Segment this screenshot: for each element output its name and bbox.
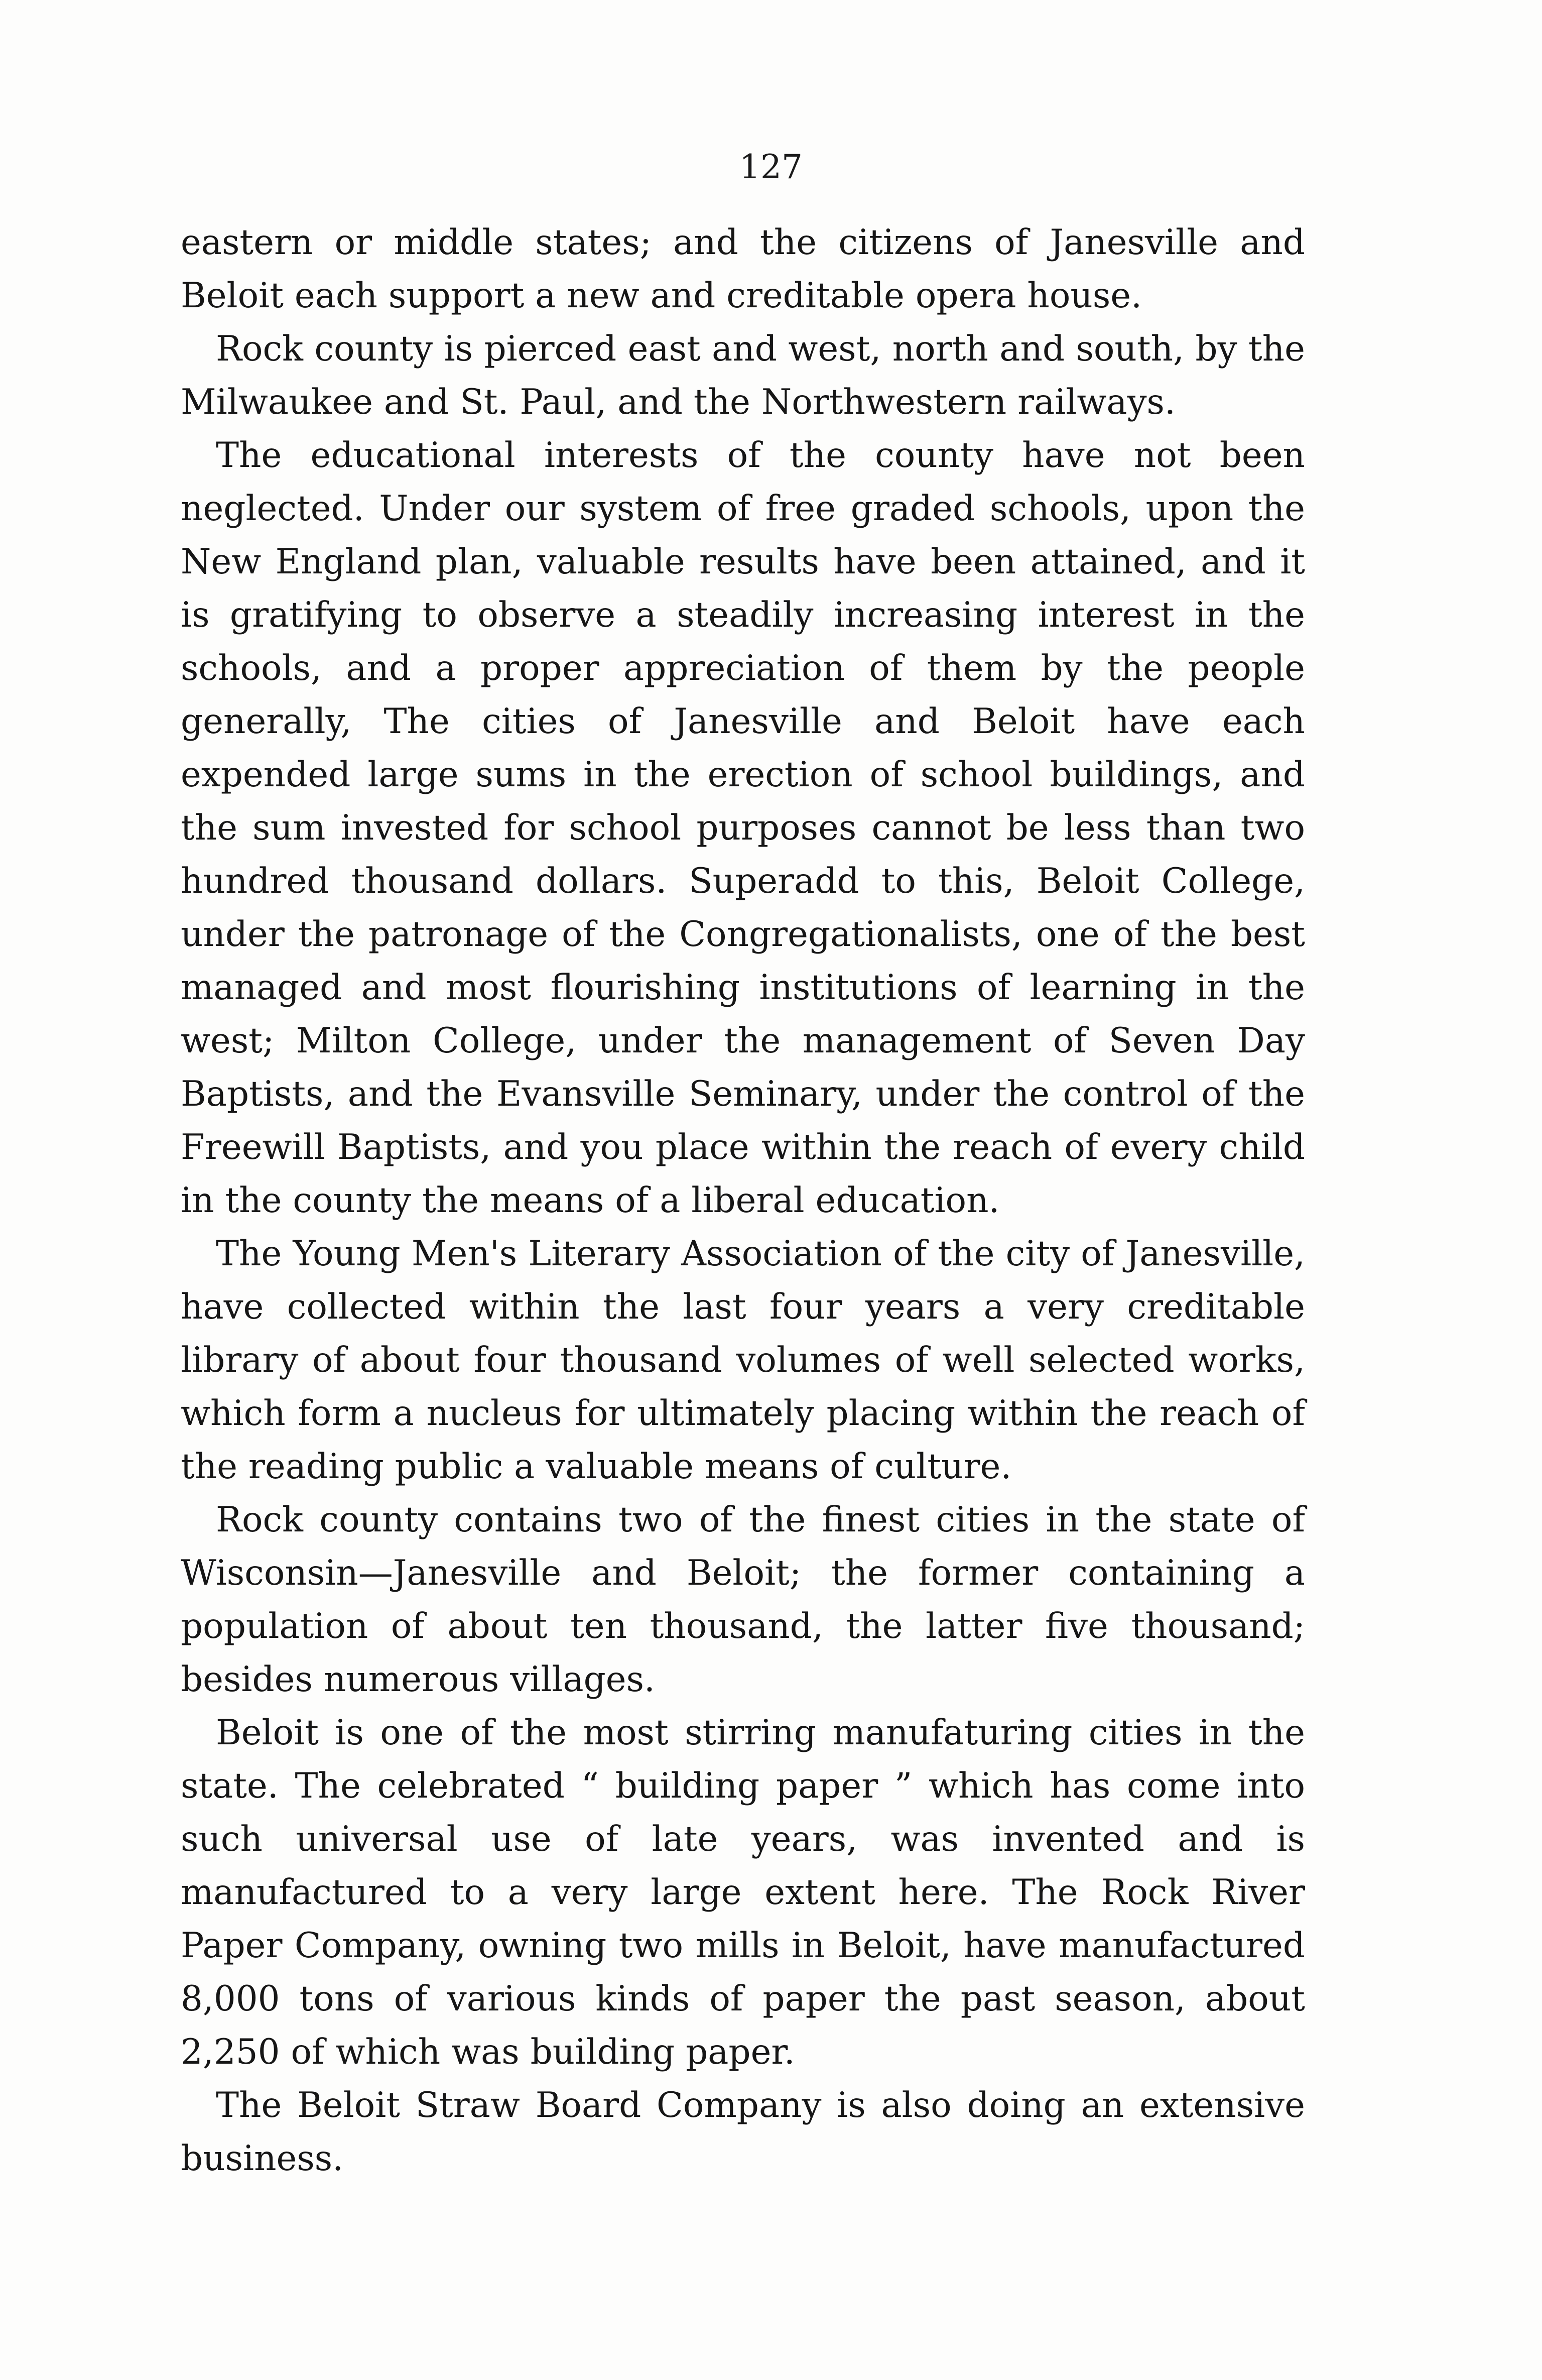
paragraph-literary-association: The Young Men's Literary Association of the city of Janesville, have collected within the last four years a very creditable library of about four thousand volumes of well selected works, which form a nucleus for ultimately placing within the reach of the reading public a valuable means of culture. (181, 1234, 1305, 1487)
body-text (181, 216, 1305, 2185)
paragraph-railways: Rock county is pierced east and west, north and south, by the Milwaukee and St. Paul, and the Northwestern railways. (181, 329, 1305, 422)
paragraph-education: The educational interests of the county have not been neglected. Under our system of free graded schools, upon the New England plan, valuable results have been attained, and it is gratifying to observe a steadily increasing interest in the schools, and a proper appreciation of them by the people generally, The cities of Janesville and Beloit have each expended large sums in the erection of school buildings, and the sum invested for school purposes cannot be less than two hundred thousand dollars. Superadd to this, Beloit College, under the patronage of the Congregationalists, one of the best managed and most flourishing institutions of learning in the west; Milton College, under the management of Seven Day Baptists, and the Evansville Seminary, under the control of the Freewill Baptists, and you place within the reach of every child in the county the means of a liberal education. (181, 435, 1305, 1221)
paragraph-cities: Rock county contains two of the finest cities in the state of Wisconsin—Janesville and Beloit; the former containing a population of about ten thousand, the latter five thousand; besides numerous villages. (181, 1500, 1305, 1700)
paragraph-opera-houses: eastern or middle states; and the citizens of Janesville and Beloit each support a new and creditable opera house. (181, 222, 1305, 316)
paragraph-straw-board: The Beloit Straw Board Company is also doing an extensive business. (181, 2085, 1305, 2179)
page-number: 127 (739, 148, 803, 186)
paragraph-beloit-manufacturing: Beloit is one of the most stirring manufaturing cities in the state. The celebrated “ building paper ” which has come into such universal use of late years, was invented and is manufactured to a very large extent here. The Rock River Paper Company, owning two mills in Beloit, have manufactured 8,000 tons of various kinds of paper the past season, about 2,250 of which was building paper. (181, 1713, 1305, 2072)
